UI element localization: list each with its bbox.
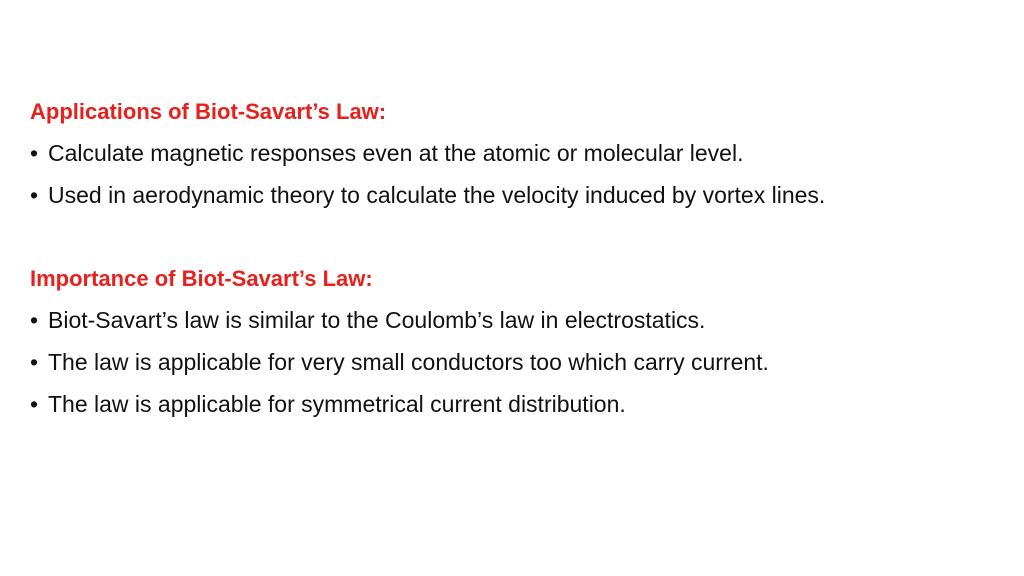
bullet-icon: • bbox=[30, 140, 39, 166]
list-item bbox=[30, 132, 1010, 174]
list-item bbox=[30, 174, 1010, 216]
bullet-icon: • bbox=[30, 349, 39, 375]
bullet-text: The law is applicable for very small conductors too which carry current. bbox=[48, 349, 769, 375]
bullet-icon: • bbox=[30, 307, 39, 333]
applications-heading: Applications of Biot-Savart’s Law: bbox=[30, 99, 387, 124]
list-item bbox=[30, 383, 1010, 425]
applications-list bbox=[30, 132, 1010, 216]
bullet-icon: • bbox=[30, 182, 39, 208]
bullet-text: The law is applicable for symmetrical current distribution. bbox=[48, 391, 626, 417]
bullet-icon: • bbox=[30, 391, 39, 417]
bullet-text: Calculate magnetic responses even at the atomic or molecular level. bbox=[48, 140, 744, 166]
list-item bbox=[30, 341, 1010, 383]
bullet-text: Used in aerodynamic theory to calculate the velocity induced by vortex lines. bbox=[48, 182, 826, 208]
list-item bbox=[30, 299, 1010, 341]
importance-list bbox=[30, 299, 1010, 425]
bullet-text: Biot-Savart’s law is similar to the Coulomb’s law in electrostatics. bbox=[48, 307, 706, 333]
section-spacer bbox=[30, 216, 1010, 259]
importance-heading: Importance of Biot-Savart’s Law: bbox=[30, 266, 373, 291]
slide-content bbox=[30, 92, 1010, 425]
